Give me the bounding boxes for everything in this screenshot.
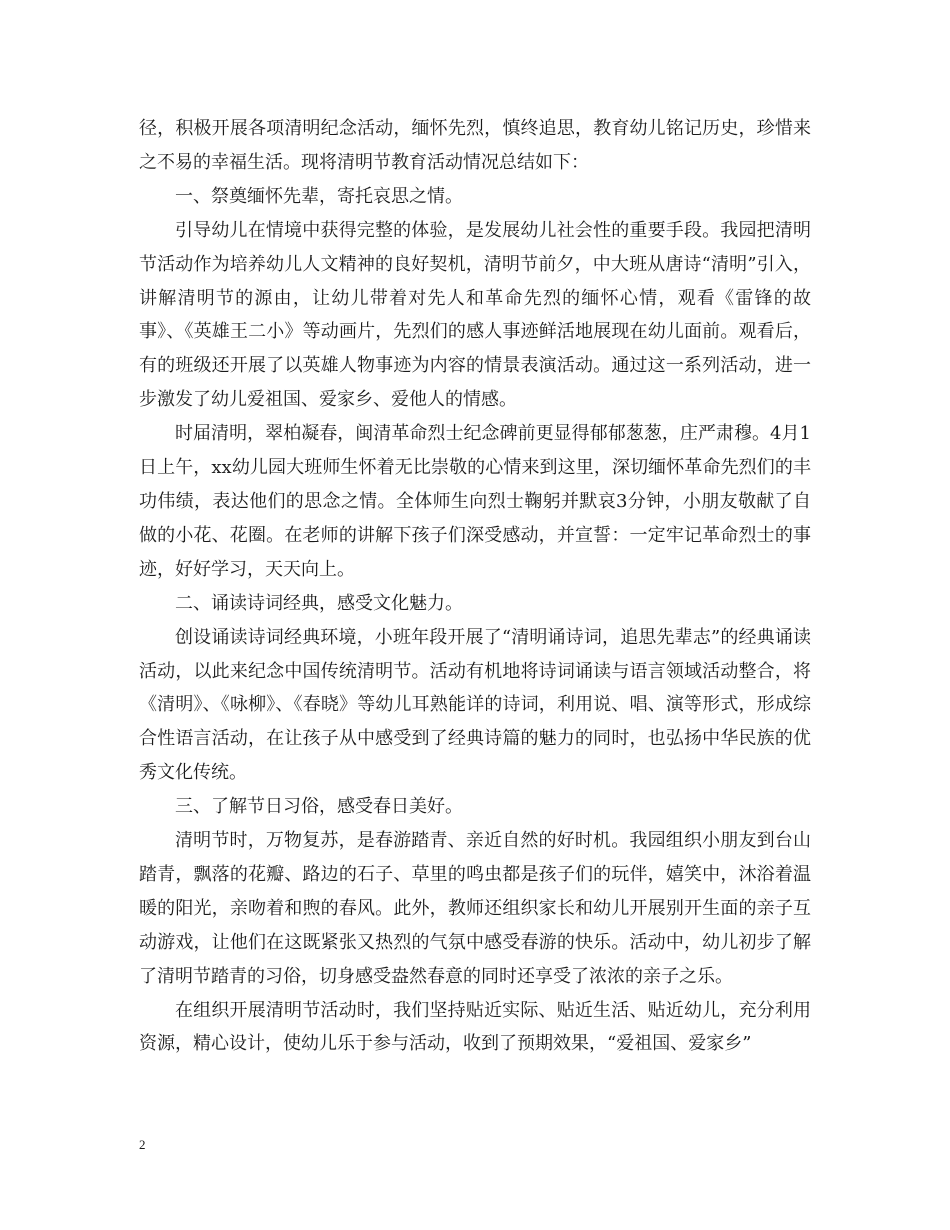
paragraph: 引导幼儿在情境中获得完整的体验，是发展幼儿社会性的重要手段。我园把清明节活动作为培养幼儿人文精神的良好契机，清明节前夕，中大班从唐诗“清明”引入，讲解清明节的源由，让幼儿带着对先人和革命先烈的缅怀心情，观看《雷锋的故事》、《英雄王二小》等动画片，先烈们的感人事迹鲜活地展现在幼儿面前。观看后，有的班级还开展了以英雄人物事迹为内容的情景表演活动。通过这一系列活动，进一步激发了幼儿爱祖国、爱家乡、爱他人的情感。 — [139, 219, 811, 411]
section-heading-1: 一、祭奠缅怀先辈，寄托哀思之情。 — [175, 185, 463, 207]
document-body — [139, 112, 811, 1061]
paragraph-continuation: 径，积极开展各项清明纪念活动，缅怀先烈，慎终追思，教育幼儿铭记历史，珍惜来之不易的幸福生活。现将清明节教育活动情况总结如下： — [139, 118, 811, 173]
section-heading-2: 二、诵读诗词经典，感受文化魅力。 — [175, 592, 463, 614]
paragraph: 时届清明，翠柏凝春，闽清革命烈士纪念碑前更显得郁郁葱葱，庄严肃穆。4月1日上午，xx幼儿园大班师生怀着无比崇敬的心情来到这里，深切缅怀革命先烈们的丰功伟绩，表达他们的思念之情。全体师生向烈士鞠躬并默哀3分钟，小朋友敬献了自做的小花、花圈。在老师的讲解下孩子们深受感动，并宣誓：一定牢记革命烈士的事迹，好好学习，天天向上。 — [139, 423, 811, 580]
page-number: 2 — [139, 1137, 146, 1152]
paragraph: 在组织开展清明节活动时，我们坚持贴近实际、贴近生活、贴近幼儿，充分利用资源，精心设计，使幼儿乐于参与活动，收到了预期效果，“爱祖国、爱家乡” — [139, 999, 811, 1055]
paragraph: 清明节时，万物复苏，是春游踏青、亲近自然的好时机。我园组织小朋友到台山踏青，飘落的花瓣、路边的石子、草里的鸣虫都是孩子们的玩伴，嬉笑中，沐浴着温暖的阳光，亲吻着和煦的春风。此外，教师还组织家长和幼儿开展别开生面的亲子互动游戏，让他们在这既紧张又热烈的气氛中感受春游的快乐。活动中，幼儿初步了解了清明节踏青的习俗，切身感受盎然春意的同时还享受了浓浓的亲子之乐。 — [139, 830, 811, 987]
paragraph: 创设诵读诗词经典环境，小班年段开展了“清明诵诗词，追思先辈志”的经典诵读活动，以此来纪念中国传统清明节。活动有机地将诗词诵读与语言领域活动整合，将《清明》、《咏柳》、《春晓》等幼儿耳熟能详的诗词，利用说、唱、演等形式，形成综合性语言活动，在让孩子从中感受到了经典诗篇的魅力的同时，也弘扬中华民族的优秀文化传统。 — [139, 626, 811, 784]
section-heading-3: 三、了解节日习俗，感受春日美好。 — [175, 796, 463, 818]
